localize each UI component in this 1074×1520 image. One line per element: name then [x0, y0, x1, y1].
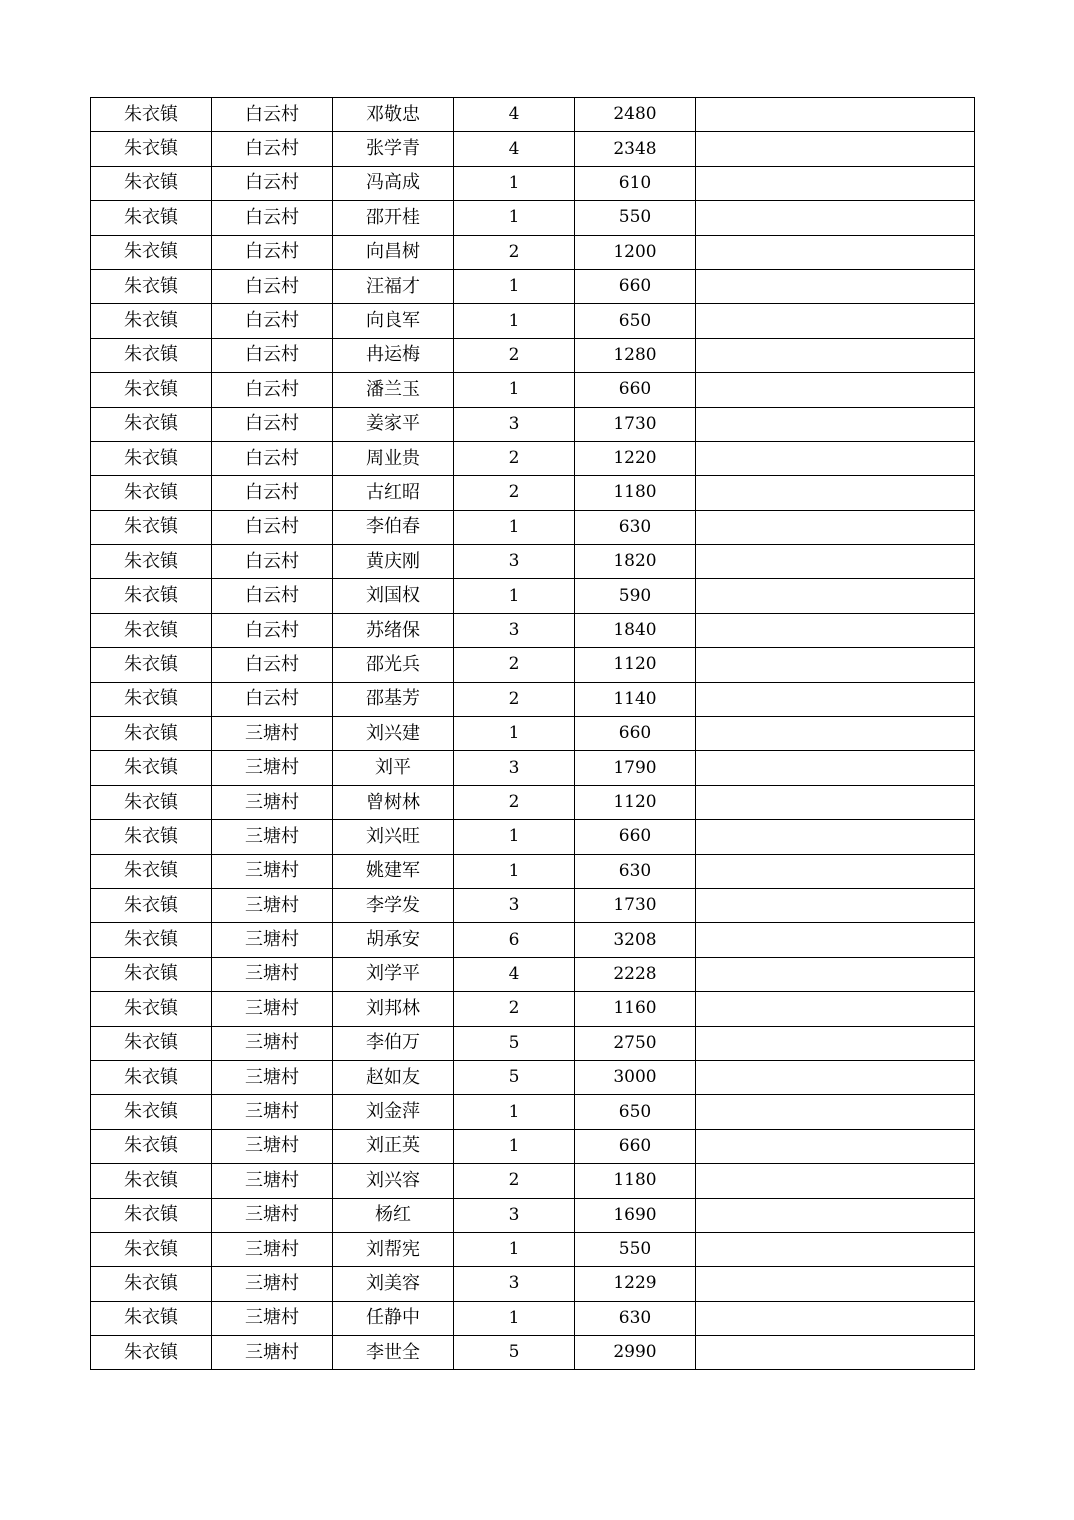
amount-cell: 1840: [575, 613, 696, 647]
town-cell: 朱衣镇: [91, 269, 212, 303]
amount-cell: 1229: [575, 1267, 696, 1301]
note-cell: [696, 510, 975, 544]
count-cell: 2: [454, 441, 575, 475]
count-cell: 3: [454, 1267, 575, 1301]
town-cell: 朱衣镇: [91, 613, 212, 647]
amount-cell: 1730: [575, 888, 696, 922]
count-cell: 1: [454, 854, 575, 888]
table-row: [91, 923, 975, 957]
amount-cell: 1120: [575, 648, 696, 682]
name-cell: 刘邦林: [333, 992, 454, 1026]
village-cell: 白云村: [212, 235, 333, 269]
note-cell: [696, 1336, 975, 1370]
note-cell: [696, 820, 975, 854]
town-cell: 朱衣镇: [91, 785, 212, 819]
note-cell: [696, 201, 975, 235]
name-cell: 曾树林: [333, 785, 454, 819]
table-row: [91, 1060, 975, 1094]
amount-cell: 650: [575, 1095, 696, 1129]
table-row: [91, 1164, 975, 1198]
village-cell: 白云村: [212, 166, 333, 200]
amount-cell: 1120: [575, 785, 696, 819]
name-cell: 刘兴建: [333, 717, 454, 751]
village-cell: 三塘村: [212, 1095, 333, 1129]
count-cell: 4: [454, 132, 575, 166]
table-row: [91, 510, 975, 544]
amount-cell: 550: [575, 201, 696, 235]
amount-cell: 1820: [575, 545, 696, 579]
town-cell: 朱衣镇: [91, 132, 212, 166]
amount-cell: 660: [575, 269, 696, 303]
village-cell: 三塘村: [212, 957, 333, 991]
note-cell: [696, 1198, 975, 1232]
town-cell: 朱衣镇: [91, 579, 212, 613]
note-cell: [696, 476, 975, 510]
data-table: [90, 97, 975, 1370]
name-cell: 赵如友: [333, 1060, 454, 1094]
town-cell: 朱衣镇: [91, 682, 212, 716]
village-cell: 三塘村: [212, 751, 333, 785]
table-row: [91, 1198, 975, 1232]
note-cell: [696, 1267, 975, 1301]
name-cell: 冉运梅: [333, 338, 454, 372]
amount-cell: 650: [575, 304, 696, 338]
note-cell: [696, 1095, 975, 1129]
town-cell: 朱衣镇: [91, 407, 212, 441]
amount-cell: 1730: [575, 407, 696, 441]
name-cell: 刘兴容: [333, 1164, 454, 1198]
village-cell: 三塘村: [212, 923, 333, 957]
name-cell: 刘美容: [333, 1267, 454, 1301]
town-cell: 朱衣镇: [91, 1336, 212, 1370]
town-cell: 朱衣镇: [91, 648, 212, 682]
name-cell: 李世全: [333, 1336, 454, 1370]
village-cell: 白云村: [212, 201, 333, 235]
count-cell: 1: [454, 510, 575, 544]
name-cell: 黄庆刚: [333, 545, 454, 579]
table-row: [91, 201, 975, 235]
count-cell: 2: [454, 992, 575, 1026]
village-cell: 三塘村: [212, 1301, 333, 1335]
table-row: [91, 751, 975, 785]
table-row: [91, 476, 975, 510]
amount-cell: 3208: [575, 923, 696, 957]
village-cell: 白云村: [212, 682, 333, 716]
town-cell: 朱衣镇: [91, 166, 212, 200]
name-cell: 李学发: [333, 888, 454, 922]
town-cell: 朱衣镇: [91, 338, 212, 372]
note-cell: [696, 1129, 975, 1163]
count-cell: 1: [454, 1095, 575, 1129]
count-cell: 4: [454, 957, 575, 991]
amount-cell: 590: [575, 579, 696, 613]
town-cell: 朱衣镇: [91, 1301, 212, 1335]
name-cell: 苏绪保: [333, 613, 454, 647]
village-cell: 三塘村: [212, 854, 333, 888]
note-cell: [696, 854, 975, 888]
name-cell: 邵光兵: [333, 648, 454, 682]
count-cell: 1: [454, 1301, 575, 1335]
name-cell: 姚建军: [333, 854, 454, 888]
name-cell: 刘正英: [333, 1129, 454, 1163]
amount-cell: 2228: [575, 957, 696, 991]
table-row: [91, 132, 975, 166]
amount-cell: 2990: [575, 1336, 696, 1370]
village-cell: 白云村: [212, 304, 333, 338]
name-cell: 胡承安: [333, 923, 454, 957]
name-cell: 李伯万: [333, 1026, 454, 1060]
village-cell: 三塘村: [212, 1129, 333, 1163]
count-cell: 2: [454, 235, 575, 269]
table-row: [91, 854, 975, 888]
village-cell: 三塘村: [212, 820, 333, 854]
village-cell: 三塘村: [212, 1060, 333, 1094]
amount-cell: 2348: [575, 132, 696, 166]
note-cell: [696, 682, 975, 716]
note-cell: [696, 992, 975, 1026]
table-row: [91, 1129, 975, 1163]
name-cell: 刘国权: [333, 579, 454, 613]
count-cell: 1: [454, 717, 575, 751]
amount-cell: 2750: [575, 1026, 696, 1060]
name-cell: 刘平: [333, 751, 454, 785]
note-cell: [696, 648, 975, 682]
count-cell: 2: [454, 785, 575, 819]
amount-cell: 1220: [575, 441, 696, 475]
name-cell: 李伯春: [333, 510, 454, 544]
village-cell: 三塘村: [212, 1267, 333, 1301]
count-cell: 1: [454, 579, 575, 613]
name-cell: 向昌树: [333, 235, 454, 269]
table-row: [91, 304, 975, 338]
note-cell: [696, 338, 975, 372]
count-cell: 5: [454, 1336, 575, 1370]
table-row: [91, 1026, 975, 1060]
amount-cell: 1690: [575, 1198, 696, 1232]
note-cell: [696, 441, 975, 475]
count-cell: 2: [454, 648, 575, 682]
count-cell: 6: [454, 923, 575, 957]
table-row: [91, 888, 975, 922]
amount-cell: 660: [575, 717, 696, 751]
village-cell: 白云村: [212, 579, 333, 613]
table-row: [91, 407, 975, 441]
town-cell: 朱衣镇: [91, 1129, 212, 1163]
table-row: [91, 545, 975, 579]
amount-cell: 1140: [575, 682, 696, 716]
village-cell: 三塘村: [212, 1198, 333, 1232]
table-row: [91, 166, 975, 200]
table-row: [91, 820, 975, 854]
village-cell: 白云村: [212, 648, 333, 682]
town-cell: 朱衣镇: [91, 510, 212, 544]
count-cell: 1: [454, 1129, 575, 1163]
table-row: [91, 1301, 975, 1335]
count-cell: 5: [454, 1026, 575, 1060]
table-row: [91, 648, 975, 682]
note-cell: [696, 1301, 975, 1335]
amount-cell: 3000: [575, 1060, 696, 1094]
note-cell: [696, 373, 975, 407]
note-cell: [696, 785, 975, 819]
name-cell: 汪福才: [333, 269, 454, 303]
count-cell: 2: [454, 338, 575, 372]
town-cell: 朱衣镇: [91, 1232, 212, 1266]
count-cell: 2: [454, 1164, 575, 1198]
amount-cell: 1280: [575, 338, 696, 372]
note-cell: [696, 1060, 975, 1094]
amount-cell: 1160: [575, 992, 696, 1026]
name-cell: 张学青: [333, 132, 454, 166]
amount-cell: 630: [575, 854, 696, 888]
town-cell: 朱衣镇: [91, 992, 212, 1026]
note-cell: [696, 888, 975, 922]
town-cell: 朱衣镇: [91, 441, 212, 475]
table-row: [91, 717, 975, 751]
count-cell: 3: [454, 1198, 575, 1232]
village-cell: 三塘村: [212, 888, 333, 922]
note-cell: [696, 717, 975, 751]
table-row: [91, 579, 975, 613]
town-cell: 朱衣镇: [91, 888, 212, 922]
amount-cell: 610: [575, 166, 696, 200]
table-row: [91, 373, 975, 407]
name-cell: 向良军: [333, 304, 454, 338]
table-row: [91, 992, 975, 1026]
name-cell: 刘帮宪: [333, 1232, 454, 1266]
name-cell: 邵基芳: [333, 682, 454, 716]
table-row: [91, 1336, 975, 1370]
note-cell: [696, 613, 975, 647]
village-cell: 白云村: [212, 338, 333, 372]
village-cell: 三塘村: [212, 717, 333, 751]
name-cell: 冯高成: [333, 166, 454, 200]
village-cell: 白云村: [212, 373, 333, 407]
count-cell: 1: [454, 269, 575, 303]
village-cell: 三塘村: [212, 785, 333, 819]
amount-cell: 660: [575, 373, 696, 407]
town-cell: 朱衣镇: [91, 545, 212, 579]
note-cell: [696, 166, 975, 200]
count-cell: 1: [454, 166, 575, 200]
table-row: [91, 957, 975, 991]
note-cell: [696, 1164, 975, 1198]
count-cell: 1: [454, 820, 575, 854]
village-cell: 白云村: [212, 613, 333, 647]
note-cell: [696, 923, 975, 957]
name-cell: 邵开桂: [333, 201, 454, 235]
count-cell: 1: [454, 304, 575, 338]
amount-cell: 550: [575, 1232, 696, 1266]
count-cell: 1: [454, 373, 575, 407]
note-cell: [696, 304, 975, 338]
name-cell: 古红昭: [333, 476, 454, 510]
count-cell: 2: [454, 476, 575, 510]
amount-cell: 660: [575, 820, 696, 854]
town-cell: 朱衣镇: [91, 923, 212, 957]
amount-cell: 630: [575, 510, 696, 544]
town-cell: 朱衣镇: [91, 820, 212, 854]
town-cell: 朱衣镇: [91, 1060, 212, 1094]
table-row: [91, 235, 975, 269]
table-row: [91, 682, 975, 716]
name-cell: 杨红: [333, 1198, 454, 1232]
note-cell: [696, 545, 975, 579]
count-cell: 1: [454, 201, 575, 235]
name-cell: 刘金萍: [333, 1095, 454, 1129]
table-row: [91, 1095, 975, 1129]
amount-cell: 630: [575, 1301, 696, 1335]
count-cell: 3: [454, 888, 575, 922]
note-cell: [696, 132, 975, 166]
name-cell: 刘兴旺: [333, 820, 454, 854]
village-cell: 白云村: [212, 407, 333, 441]
note-cell: [696, 98, 975, 132]
table-row: [91, 338, 975, 372]
town-cell: 朱衣镇: [91, 1198, 212, 1232]
town-cell: 朱衣镇: [91, 1095, 212, 1129]
village-cell: 三塘村: [212, 1336, 333, 1370]
village-cell: 三塘村: [212, 1164, 333, 1198]
town-cell: 朱衣镇: [91, 476, 212, 510]
table-row: [91, 1232, 975, 1266]
amount-cell: 1180: [575, 1164, 696, 1198]
name-cell: 潘兰玉: [333, 373, 454, 407]
town-cell: 朱衣镇: [91, 304, 212, 338]
town-cell: 朱衣镇: [91, 1026, 212, 1060]
count-cell: 2: [454, 682, 575, 716]
village-cell: 三塘村: [212, 1232, 333, 1266]
amount-cell: 1790: [575, 751, 696, 785]
name-cell: 周业贵: [333, 441, 454, 475]
amount-cell: 660: [575, 1129, 696, 1163]
note-cell: [696, 751, 975, 785]
village-cell: 白云村: [212, 510, 333, 544]
village-cell: 白云村: [212, 98, 333, 132]
village-cell: 白云村: [212, 269, 333, 303]
count-cell: 3: [454, 751, 575, 785]
count-cell: 3: [454, 613, 575, 647]
count-cell: 1: [454, 1232, 575, 1266]
town-cell: 朱衣镇: [91, 751, 212, 785]
count-cell: 3: [454, 545, 575, 579]
village-cell: 白云村: [212, 476, 333, 510]
town-cell: 朱衣镇: [91, 1267, 212, 1301]
name-cell: 刘学平: [333, 957, 454, 991]
amount-cell: 1180: [575, 476, 696, 510]
count-cell: 4: [454, 98, 575, 132]
village-cell: 三塘村: [212, 1026, 333, 1060]
name-cell: 邓敬忠: [333, 98, 454, 132]
village-cell: 白云村: [212, 441, 333, 475]
count-cell: 3: [454, 407, 575, 441]
village-cell: 白云村: [212, 132, 333, 166]
town-cell: 朱衣镇: [91, 373, 212, 407]
name-cell: 姜家平: [333, 407, 454, 441]
note-cell: [696, 1026, 975, 1060]
town-cell: 朱衣镇: [91, 1164, 212, 1198]
town-cell: 朱衣镇: [91, 235, 212, 269]
town-cell: 朱衣镇: [91, 957, 212, 991]
count-cell: 5: [454, 1060, 575, 1094]
note-cell: [696, 579, 975, 613]
note-cell: [696, 407, 975, 441]
table-row: [91, 269, 975, 303]
town-cell: 朱衣镇: [91, 854, 212, 888]
town-cell: 朱衣镇: [91, 98, 212, 132]
note-cell: [696, 269, 975, 303]
table-row: [91, 98, 975, 132]
table-body: [91, 98, 975, 1370]
table-row: [91, 441, 975, 475]
village-cell: 白云村: [212, 545, 333, 579]
note-cell: [696, 235, 975, 269]
note-cell: [696, 957, 975, 991]
note-cell: [696, 1232, 975, 1266]
name-cell: 任静中: [333, 1301, 454, 1335]
table-row: [91, 1267, 975, 1301]
table-row: [91, 785, 975, 819]
amount-cell: 1200: [575, 235, 696, 269]
table-row: [91, 613, 975, 647]
town-cell: 朱衣镇: [91, 201, 212, 235]
village-cell: 三塘村: [212, 992, 333, 1026]
amount-cell: 2480: [575, 98, 696, 132]
town-cell: 朱衣镇: [91, 717, 212, 751]
